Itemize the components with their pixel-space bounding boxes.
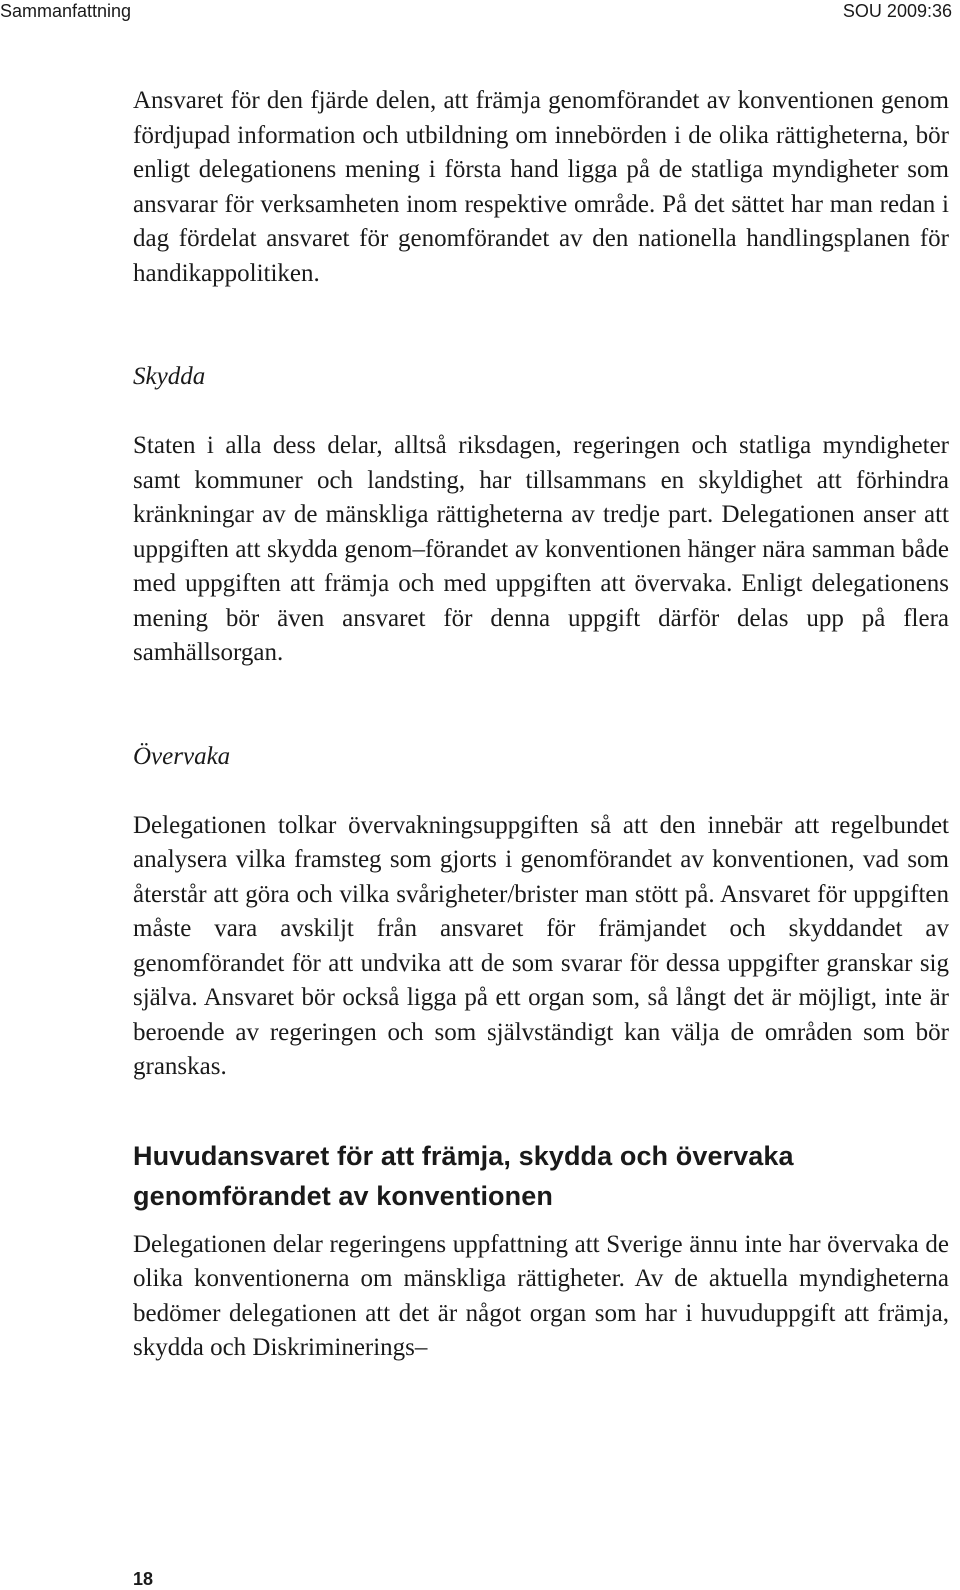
page-number: 18 bbox=[133, 1569, 154, 1589]
section-heading-line-2: genomförandet av konventionen bbox=[133, 1180, 553, 1211]
overvaka-paragraph: Delegationen tolkar övervakningsuppgiften så att den innebär att regelbundet analysera vilka framsteg som gjorts i genomförandet av konventionen, vad som återstår att göra och vilka svårigheter/brister man stött på. Ansvaret för uppgiften måste vara avskiljt från ansvaret för främjandet och skyddandet av genomförandet för att undvika att de som svarar för dessa uppgifter granskar sig själva. Ansvaret bör också ligga på ett organ som, så långt det är möjligt, inte är beroende av regeringen och som självständigt kan välja de områden som bör granskas. bbox=[133, 811, 949, 1080]
section-heading-line-1: Huvudansvaret för att främja, skydda och övervaka bbox=[133, 1140, 794, 1171]
skydda-paragraph: Staten i alla dess delar, alltså riksdagen, regeringen och statliga myndigheter samt kommuner och landsting, har tillsammans en skyldighet att förhindra kränkningar av de mänskliga rättigheterna av tredje part. Delegationen anser att uppgiften att skydda genom–förandet av konventionen hänger nära samman både med uppgiften att främja och med uppgiften att övervaka. Enligt delegationens mening bör även ansvaret för denna uppgift därför delas upp på flera samhällsorgan. bbox=[133, 432, 949, 666]
spacer bbox=[133, 291, 949, 360]
intro-paragraph: Ansvaret för den fjärde delen, att främja genomförandet av konventionen genom fördjupad information och utbildning om innebörden i de olika rättigheterna, bör enligt delegationens mening i första hand ligga på de statliga myndigheter som ansvarar för verksamheten inom respektive område. På det sättet har man redan i dag fördelat ansvaret för genomförandet av den nationella handlingsplanen för handikappolitiken. bbox=[133, 87, 949, 287]
document-id: SOU 2009:36 bbox=[842, 1, 952, 21]
subheading-overvaka: Övervaka bbox=[133, 742, 231, 770]
section-title: Sammanfattning bbox=[0, 1, 132, 21]
spacer bbox=[133, 774, 949, 809]
spacer bbox=[133, 395, 949, 430]
section-heading bbox=[133, 1136, 949, 1216]
spacer bbox=[133, 1085, 949, 1136]
subheading-skydda: Skydda bbox=[133, 363, 206, 390]
page-body bbox=[133, 84, 949, 1366]
final-paragraph: Delegationen delar regeringens uppfattning att Sverige ännu inte har övervaka de olika konventionerna om mänskliga rättigheter. Av de aktuella myndigheterna bedömer delegationen att det är något organ som har i huvuduppgift att främja, skydda och Diskriminerings– bbox=[133, 1230, 949, 1361]
spacer bbox=[133, 1216, 949, 1228]
spacer bbox=[133, 671, 949, 740]
